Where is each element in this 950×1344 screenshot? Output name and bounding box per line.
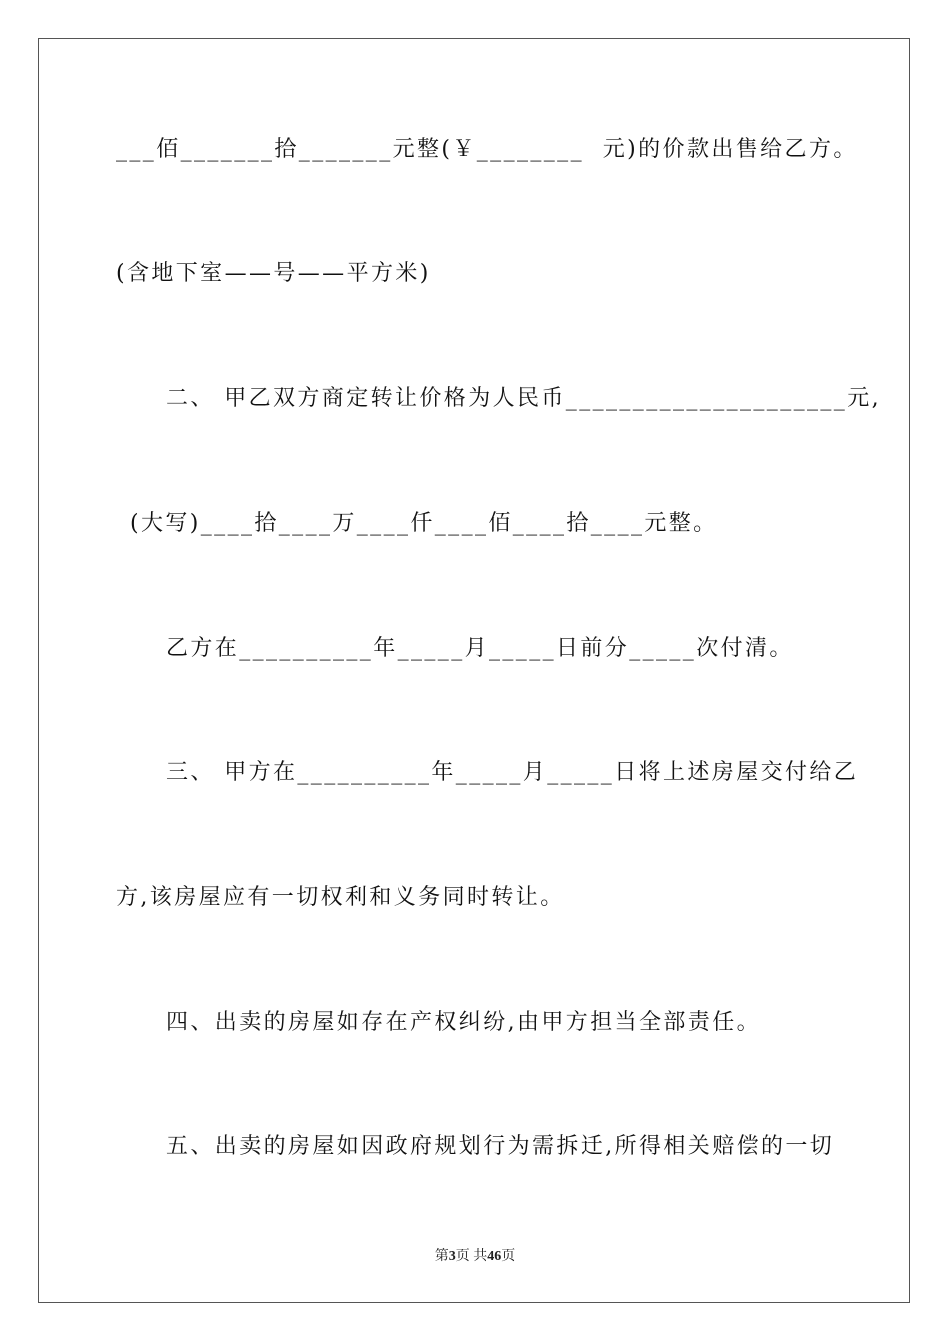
current-page-number: 3 [448, 1249, 456, 1264]
clause-3-continuation-line: 方,该房屋应有一切权利和义务同时转让。 [116, 885, 565, 910]
clause-5-line: 五、出卖的房屋如因政府规划行为需拆迁,所得相关赔偿的一切 [166, 1134, 835, 1159]
footer-mid: 页 共 [455, 1249, 488, 1264]
clause-3-line: 三、 甲方在__________年_____月_____日将上述房屋交付给乙 [166, 760, 859, 785]
clause-4-line: 四、出卖的房屋如存在产权纠纷,由甲方担当全部责任。 [166, 1010, 761, 1035]
footer-prefix: 第 [434, 1249, 449, 1264]
payment-schedule-line: 乙方在__________年_____月_____日前分_____次付清。 [166, 636, 794, 661]
clause-2-price-line: 二、 甲乙双方商定转让价格为人民币_____________________元, [166, 386, 881, 411]
price-line: ___佰_______拾_______元整(￥________ 元)的价款出售给乙方。 [116, 137, 858, 162]
total-pages-number: 46 [487, 1249, 502, 1264]
basement-line: (含地下室——号——平方米) [116, 261, 431, 286]
amount-in-words-line: (大写)____拾____万____仟____佰____拾____元整。 [130, 511, 718, 536]
footer-suffix: 页 [501, 1249, 516, 1264]
page-footer [0, 1245, 950, 1265]
page-border [38, 38, 910, 1303]
